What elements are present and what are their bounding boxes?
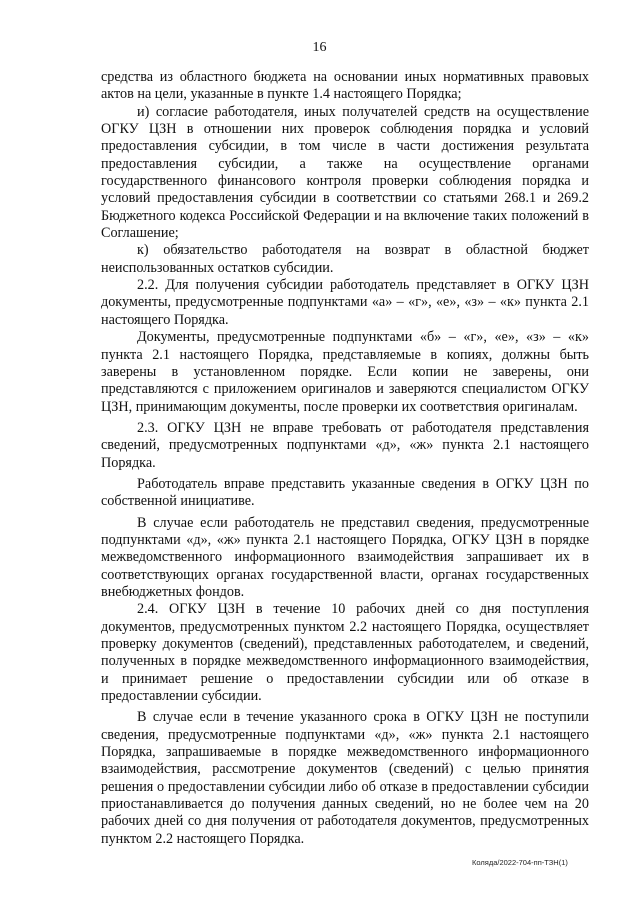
document-body bbox=[101, 69, 589, 848]
paragraph-interagency-request: В случае если работодатель не представил сведения, предусмотренные подпунктами «д», «ж» пункта 2.1 настоящего Порядка, ОГКУ ЦЗН в порядке межведомственного информационного взаимодействия запрашивает их в соответствующих органах государственной власти, органах государственных внебюджетных фондов. bbox=[101, 514, 589, 600]
paragraph-copies: Документы, предусмотренные подпунктами «б» – «г», «е», «з» – «к» пункта 2.1 настоящего Порядка, представляемые в копиях, должны быть заверены в установленном порядке. Если копии не заверены, они представляются с приложением оригиналов и заверяются специалистом ОГКУ ЦЗН, принимающим документы, после проверки их соответствия оригиналам. bbox=[101, 329, 589, 415]
page-number: 16 bbox=[312, 40, 327, 55]
paragraph-2-3: 2.3. ОГКУ ЦЗН не вправе требовать от работодателя представления сведений, предусмотренных подпунктами «д», «ж» пункта 2.1 настоящего Порядка. bbox=[101, 419, 589, 471]
paragraph-item-i: и) согласие работодателя, иных получателей средств на осуществление ОГКУ ЦЗН в отношении них проверок соблюдения порядка и условий предоставления субсидии, в том числе в части достижения результата предоставления субсидии, а также на осуществление органами государственного финансового контроля проверки соблюдения порядка и условий предоставления субсидии в соответствии со статьями 268.1 и 269.2 Бюджетного кодекса Российской Федерации и на включение таких положений в Соглашение; bbox=[101, 103, 589, 242]
paragraph-suspension: В случае если в течение указанного срока в ОГКУ ЦЗН не поступили сведения, предусмотренные подпунктами «д», «ж» пункта 2.1 настоящего Порядка, запрашиваемые в порядке межведомственного информационного взаимодействия, рассмотрение документов (сведений) с целью принятия решения о предоставлении субсидии либо об отказе в предоставлении субсидии приостанавливается до получения данных сведений, но не более чем на 20 рабочих дней со дня получения от работодателя документов, предусмотренных пунктом 2.2 настоящего Порядка. bbox=[101, 709, 589, 847]
paragraph-2-4: 2.4. ОГКУ ЦЗН в течение 10 рабочих дней со дня поступления документов, предусмотренных пунктом 2.2 настоящего Порядка, осуществляет проверку документов (сведений), представленных работодателем, и сведений, полученных в порядке межведомственного информационного взаимодействия, и принимает решение о предоставлении субсидии или об отказе в предоставлении субсидии. bbox=[101, 601, 589, 705]
paragraph-item-k: к) обязательство работодателя на возврат в областной бюджет неиспользованных остатков субсидии. bbox=[101, 242, 589, 276]
paragraph-own-initiative: Работодатель вправе представить указанные сведения в ОГКУ ЦЗН по собственной инициативе. bbox=[101, 475, 589, 510]
paragraph-2-2: 2.2. Для получения субсидии работодатель представляет в ОГКУ ЦЗН документы, предусмотренные подпунктами «а» – «г», «е», «з» – «к» пункта 2.1 настоящего Порядка. bbox=[101, 277, 589, 328]
paragraph-continuation: средства из областного бюджета на основании иных нормативных правовых актов на цели, указанные в пункте 1.4 настоящего Порядка; bbox=[101, 69, 589, 103]
document-code: Коляда/2022-704-пп-ТЗН(1) bbox=[472, 858, 568, 867]
